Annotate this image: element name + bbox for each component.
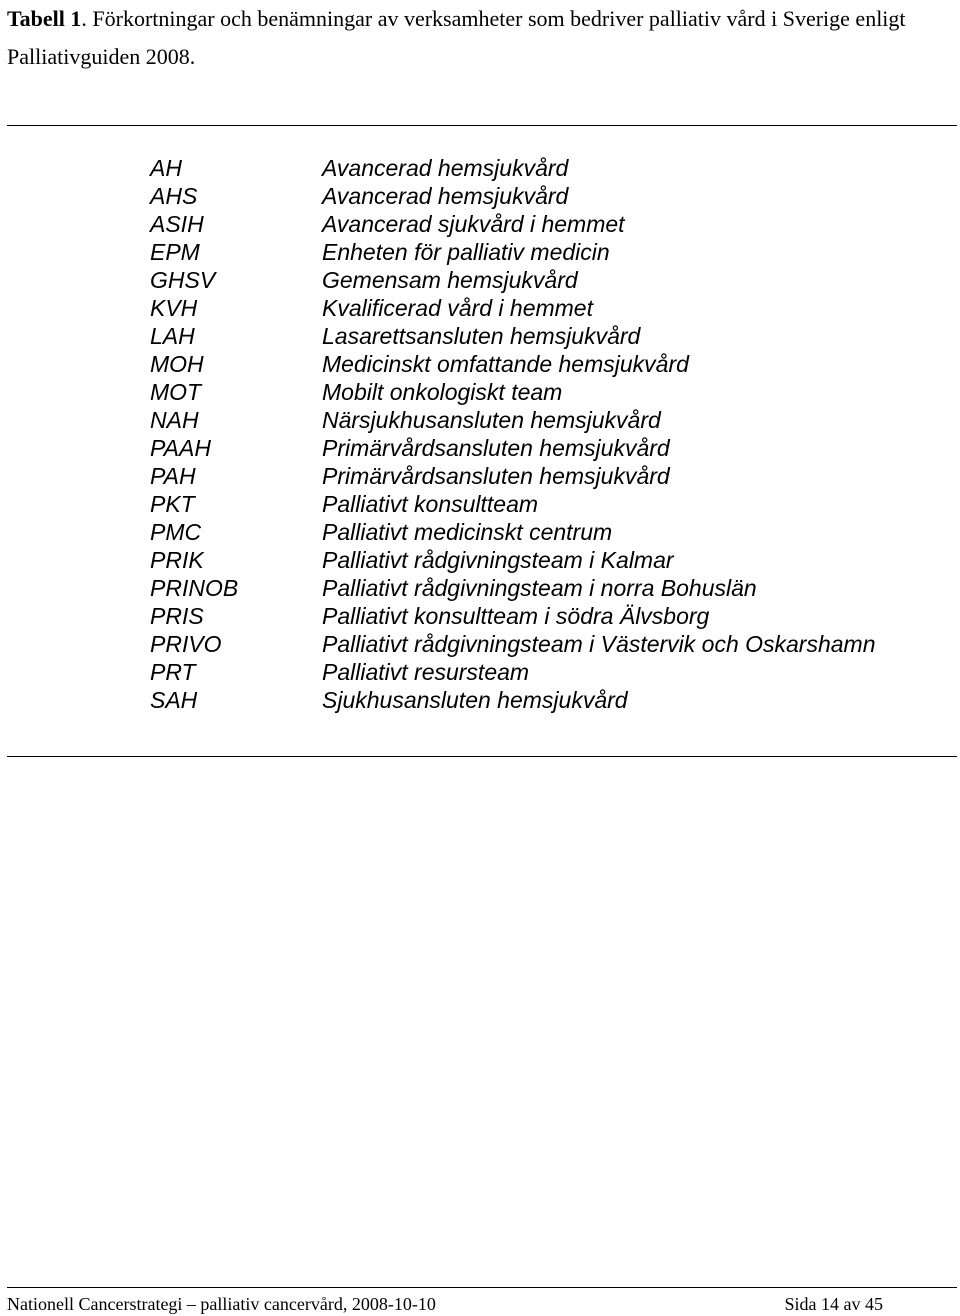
table-row <box>150 406 876 434</box>
organization-name-cell: Enheten för palliativ medicin <box>322 239 610 265</box>
abbreviation-cell: PRIVO <box>150 631 222 657</box>
table-row <box>150 518 876 546</box>
table-row <box>150 630 876 658</box>
organization-name-cell: Primärvårdsansluten hemsjukvård <box>322 435 670 461</box>
caption-text: . Förkortningar och benämningar av verksamheter som bedriver palliativ vård i Sverige enligt Palliativguiden 2008. <box>7 6 906 69</box>
table-row <box>150 658 876 686</box>
table-row <box>150 462 876 490</box>
organization-name-cell: Kvalificerad vård i hemmet <box>322 295 593 321</box>
abbreviation-cell: PRINOB <box>150 575 239 601</box>
abbreviation-cell: KVH <box>150 295 198 321</box>
organization-name-cell: Medicinskt omfattande hemsjukvård <box>322 351 689 377</box>
organization-name-cell: Palliativt konsultteam <box>322 491 539 517</box>
abbreviation-cell: PKT <box>150 491 195 517</box>
table-row <box>150 546 876 574</box>
table-caption <box>7 0 957 76</box>
table-row <box>150 350 876 378</box>
abbreviation-cell: MOT <box>150 379 202 405</box>
footer-rule <box>7 1287 957 1288</box>
abbreviation-cell: PAH <box>150 463 196 489</box>
organization-name-cell: Palliativt medicinskt centrum <box>322 519 613 545</box>
caption-label: Tabell 1 <box>7 6 82 31</box>
table-bottom-rule <box>7 756 957 757</box>
organization-name-cell: Primärvårdsansluten hemsjukvård <box>322 463 670 489</box>
abbreviation-cell: PRIK <box>150 547 204 573</box>
table-row <box>150 266 876 294</box>
organization-name-cell: Palliativt rådgivningsteam i Kalmar <box>322 547 674 573</box>
organization-name-cell: Palliativt resursteam <box>322 659 530 685</box>
abbreviation-cell: NAH <box>150 407 199 433</box>
footer-page-number: Sida 14 av 45 <box>784 1294 883 1314</box>
organization-name-cell: Mobilt onkologiskt team <box>322 379 563 405</box>
table-row <box>150 322 876 350</box>
organization-name-cell: Palliativt rådgivningsteam i Västervik och Oskarshamn <box>322 631 876 657</box>
abbreviation-cell: PAAH <box>150 435 211 461</box>
abbreviation-cell: ASIH <box>150 211 204 237</box>
organization-name-cell: Palliativt rådgivningsteam i norra Bohuslän <box>322 575 757 601</box>
abbreviation-cell: MOH <box>150 351 204 377</box>
organization-name-cell: Avancerad hemsjukvård <box>322 155 569 181</box>
organization-name-cell: Närsjukhusansluten hemsjukvård <box>322 407 661 433</box>
organization-name-cell: Lasarettsansluten hemsjukvård <box>322 323 641 349</box>
table-row <box>150 210 876 238</box>
abbreviation-table <box>150 154 876 714</box>
organization-name-cell: Sjukhusansluten hemsjukvård <box>322 687 628 713</box>
abbreviation-cell: LAH <box>150 323 195 349</box>
abbreviation-cell: PRT <box>150 659 196 685</box>
table-row <box>150 490 876 518</box>
abbreviation-cell: PMC <box>150 519 202 545</box>
organization-name-cell: Avancerad hemsjukvård <box>322 183 569 209</box>
table-row <box>150 434 876 462</box>
abbreviation-cell: AH <box>150 155 182 181</box>
footer-document-title: Nationell Cancerstrategi – palliativ cancervård, 2008-10-10 <box>7 1294 436 1314</box>
abbreviation-cell: GHSV <box>150 267 216 293</box>
abbreviation-cell: PRIS <box>150 603 204 629</box>
organization-name-cell: Palliativt konsultteam i södra Älvsborg <box>322 603 710 629</box>
table-row <box>150 602 876 630</box>
table-row <box>150 238 876 266</box>
table-row <box>150 378 876 406</box>
abbreviation-cell: AHS <box>150 183 198 209</box>
table-row <box>150 294 876 322</box>
abbreviation-table-body <box>150 154 876 714</box>
table-top-rule <box>7 125 957 126</box>
abbreviation-cell: SAH <box>150 687 198 713</box>
table-row <box>150 574 876 602</box>
organization-name-cell: Gemensam hemsjukvård <box>322 267 578 293</box>
abbreviation-cell: EPM <box>150 239 200 265</box>
table-row <box>150 154 876 182</box>
table-row <box>150 182 876 210</box>
table-row <box>150 686 876 714</box>
page-footer <box>7 1293 883 1315</box>
organization-name-cell: Avancerad sjukvård i hemmet <box>322 211 625 237</box>
